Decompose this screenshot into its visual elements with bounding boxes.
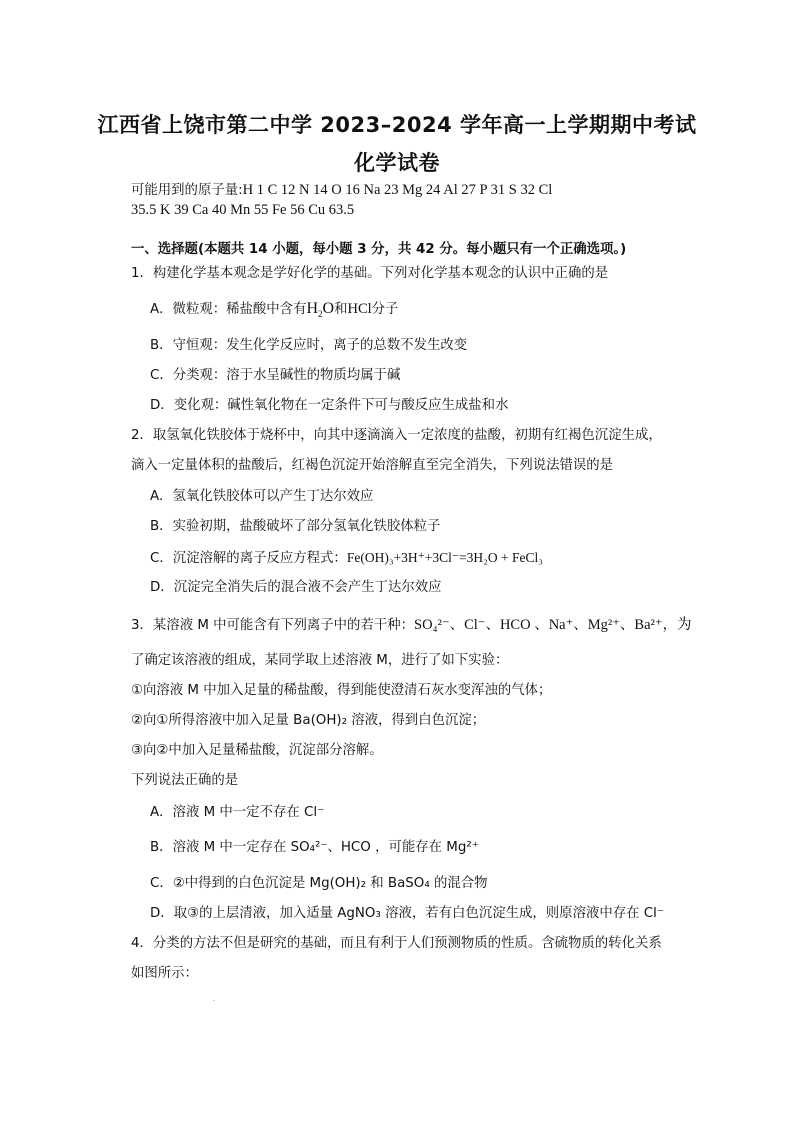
q1-option-c: C．分类观：溶于水呈碱性的物质均属于碱 xyxy=(150,368,401,383)
q3-ion-list: SO₄²⁻、Cl⁻、HCO 、Na⁺、Mg²⁺、Ba²⁺，为 xyxy=(414,617,692,633)
q1-option-d: D．变化观：碱性氧化物在一定条件下可与酸反应生成盐和水 xyxy=(150,398,509,413)
q2-option-d: D．沉淀完全消失后的混合液不会产生丁达尔效应 xyxy=(150,580,442,595)
q3-step-2: ②向①所得溶液中加入足量 Ba(OH)₂ 溶液，得到白色沉淀； xyxy=(131,713,486,728)
q3-option-a: A．溶液 M 中一定不存在 Cl⁻ xyxy=(150,805,325,820)
atomic-mass-label: 可能用到的原子量: xyxy=(131,183,243,198)
q1-h2o-o: O xyxy=(322,300,335,317)
q4-stem-line-2: 如图所示： xyxy=(131,966,198,981)
q1-option-a xyxy=(150,300,398,319)
atomic-mass-line-1 xyxy=(131,181,552,200)
q3-option-c: C．②中得到的白色沉淀是 Mg(OH)₂ 和 BaSO₄ 的混合物 xyxy=(150,876,488,891)
section-heading: 一、选择题(本题共 14 小题，每小题 3 分，共 42 分。每小题只有一个正确选项。) xyxy=(131,242,627,257)
exam-subtitle: 化学试卷 xyxy=(354,151,440,175)
q1-h2o-h: H xyxy=(306,300,319,317)
q3-stem-line-2: 了确定该溶液的组成，某同学取上述溶液 M，进行了如下实验： xyxy=(131,653,509,668)
q1-stem: 1．构建化学基本观念是学好化学的基础。下列对化学基本观念的认识中正确的是 xyxy=(131,266,609,281)
q3-option-b: B．溶液 M 中一定存在 SO₄²⁻、HCO ，可能存在 Mg²⁺ xyxy=(150,840,479,855)
q3-step-3: ③向②中加入足量稀盐酸，沉淀部分溶解。 xyxy=(131,743,383,758)
q1-h2o-formula xyxy=(306,300,335,320)
q2-option-b: B．实验初期，盐酸破坏了部分氢氧化铁胶体粒子 xyxy=(150,519,441,534)
q3-stem-text: 3．某溶液 M 中可能含有下列离子中的若干种： xyxy=(131,618,415,633)
q3-step-1: ①向溶液 M 中加入足量的稀盐酸，得到能使澄清石灰水变浑浊的气体； xyxy=(131,683,552,698)
scan-speck xyxy=(213,1000,215,1001)
atomic-mass-values-1: H 1 C 12 N 14 O 16 Na 23 Mg 24 Al 27 P 31 S 32 Cl xyxy=(242,182,553,198)
q1-option-a-suffix: 分子 xyxy=(371,302,399,317)
q2-ionic-equation: Fe(OH)₃+3H⁺+3Cl⁻=3H₂O + FeCl₃ xyxy=(346,550,543,565)
q3-stem-line-1 xyxy=(131,616,692,635)
q1-h2o-subscript: 2 xyxy=(318,309,323,320)
q1-option-b: B．守恒观：发生化学反应时，离子的总数不发生改变 xyxy=(150,338,468,353)
q1-option-a-and: 和 xyxy=(334,302,348,317)
q2-stem-line-2: 滴入一定量体积的盐酸后，红褐色沉淀开始溶解直至完全消失，下列说法错误的是 xyxy=(131,458,614,473)
q3-option-d: D．取③的上层清液，加入适量 AgNO₃ 溶液，若有白色沉淀生成，则原溶液中存在 Cl⁻ xyxy=(150,906,664,921)
q2-stem-line-1: 2．取氢氧化铁胶体于烧杯中，向其中逐滴滴入一定浓度的盐酸，初期有红褐色沉淀生成， xyxy=(131,428,662,443)
q2-option-c-text: C．沉淀溶解的离子反应方程式： xyxy=(150,551,347,566)
atomic-mass-line-2: 35.5 K 39 Ca 40 Mn 55 Fe 56 Cu 63.5 xyxy=(131,202,355,218)
q4-stem-line-1: 4．分类的方法不但是研究的基础，而且有利于人们预测物质的性质。含硫物质的转化关系 xyxy=(131,936,662,951)
q1-option-a-text: A．微粒观：稀盐酸中含有 xyxy=(150,302,307,317)
q2-option-c xyxy=(150,549,543,568)
q1-hcl-formula: HCl xyxy=(347,301,372,317)
exam-title: 江西省上饶市第二中学 2023–2024 学年高一上学期期中考试 xyxy=(97,113,697,137)
q2-option-a: A．氢氧化铁胶体可以产生丁达尔效应 xyxy=(150,489,374,504)
q3-prompt: 下列说法正确的是 xyxy=(131,773,239,788)
